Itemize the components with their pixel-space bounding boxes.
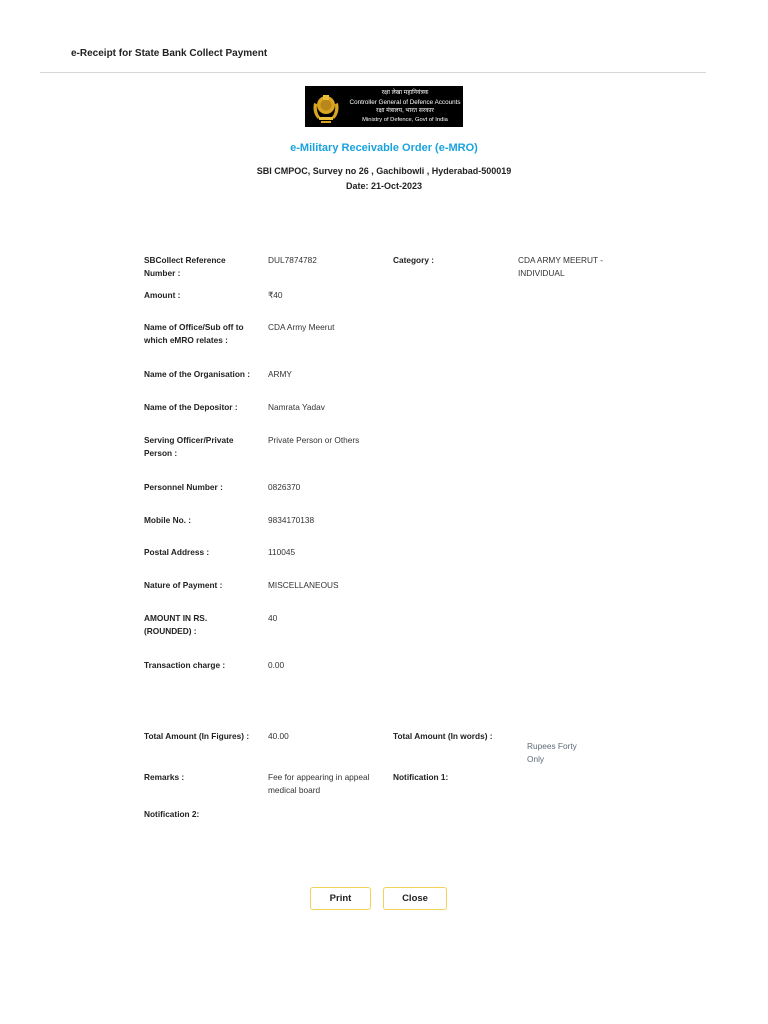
office-value: CDA Army Meerut <box>268 322 335 332</box>
amount-label: Amount : <box>144 290 181 300</box>
category-value: CDA ARMY MEERUT - INDIVIDUAL <box>518 255 603 278</box>
org-value: ARMY <box>268 369 292 379</box>
serving-label: Serving Officer/Private Person : <box>144 435 234 458</box>
ref-label: SBCollect Reference Number : <box>144 255 226 278</box>
cgda-logo <box>305 86 463 127</box>
notification1-label: Notification 1: <box>393 772 449 782</box>
nature-label: Nature of Payment : <box>144 580 223 590</box>
ref-value: DUL7874782 <box>268 255 317 265</box>
receipt-address: SBI CMPOC, Survey no 26 , Gachibowli , Hyderabad-500019 <box>256 166 512 176</box>
total-figures-value: 40.00 <box>268 731 289 741</box>
postal-label: Postal Address : <box>144 547 210 557</box>
txn-label: Transaction charge : <box>144 660 226 670</box>
remarks-label: Remarks : <box>144 772 185 782</box>
print-button[interactable]: Print <box>310 887 371 910</box>
logo-org-name: Controller General of Defence Accounts <box>349 98 461 106</box>
total-figures-label: Total Amount (In Figures) : <box>144 731 250 741</box>
remarks-value: Fee for appearing in appeal medical board <box>268 772 370 795</box>
receipt-title: e-Military Receivable Order (e-MRO) <box>290 142 478 154</box>
total-words-label: Total Amount (In words) : <box>393 731 493 741</box>
mobile-label: Mobile No. : <box>144 515 192 525</box>
amount-value: ₹40 <box>268 290 283 300</box>
category-label: Category : <box>393 255 435 265</box>
page-header: e-Receipt for State Bank Collect Payment <box>71 48 268 59</box>
logo-ministry: Ministry of Defence, Govt of India <box>362 116 448 123</box>
rounded-value: 40 <box>268 613 278 623</box>
logo-hindi-ministry: रक्षा मंत्रालय, भारत सरकार <box>376 107 434 114</box>
logo-text <box>347 89 463 125</box>
txn-value: 0.00 <box>268 660 285 670</box>
office-label: Name of Office/Sub off to which eMRO relates : <box>144 322 244 345</box>
depositor-label: Name of the Depositor : <box>144 402 238 412</box>
receipt-date: Date: 21-Oct-2023 <box>345 181 423 191</box>
header-divider <box>40 72 706 73</box>
depositor-value: Namrata Yadav <box>268 402 325 412</box>
logo-hindi-line: रक्षा लेखा महानियंत्रक <box>381 89 429 96</box>
personnel-value: 0826370 <box>268 482 301 492</box>
notification2-label: Notification 2: <box>144 809 200 819</box>
org-label: Name of the Organisation : <box>144 369 251 379</box>
rounded-label: AMOUNT IN RS. (ROUNDED) : <box>144 613 208 636</box>
close-button[interactable]: Close <box>383 887 447 910</box>
serving-value: Private Person or Others <box>268 435 360 445</box>
total-words-value: Rupees Forty Only <box>527 741 577 764</box>
emblem-icon <box>305 86 347 127</box>
postal-value: 110045 <box>268 547 296 557</box>
nature-value: MISCELLANEOUS <box>268 580 339 590</box>
mobile-value: 9834170138 <box>268 515 315 525</box>
personnel-label: Personnel Number : <box>144 482 223 492</box>
